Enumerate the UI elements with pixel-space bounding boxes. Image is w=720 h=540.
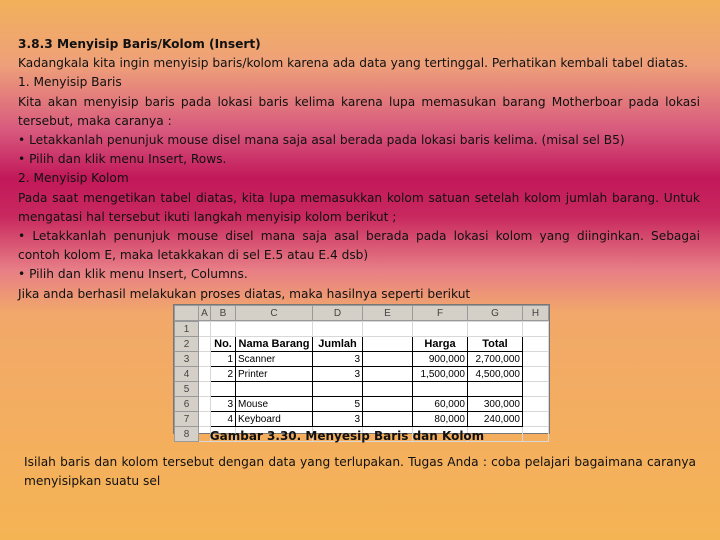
col-header: H	[523, 306, 549, 321]
cell	[199, 367, 211, 382]
cell: 1,500,000	[413, 367, 468, 382]
cell	[523, 352, 549, 367]
cell: 2,700,000	[468, 352, 523, 367]
row-header: 8	[175, 427, 199, 442]
cell: 3	[211, 397, 236, 412]
col-header: A	[199, 306, 211, 321]
cell	[468, 382, 523, 397]
cell	[199, 322, 211, 337]
cell: 3	[313, 412, 363, 427]
row-header: 1	[175, 322, 199, 337]
cell: No.	[211, 337, 236, 352]
cell: 1	[211, 352, 236, 367]
cell: 900,000	[413, 352, 468, 367]
table-row	[175, 397, 549, 412]
cell	[413, 382, 468, 397]
row-header: 7	[175, 412, 199, 427]
figure-caption: Gambar 3.30. Menyesip Baris dan Kolom	[209, 429, 485, 443]
cell	[523, 322, 549, 337]
cell	[363, 397, 413, 412]
cell	[199, 352, 211, 367]
cell	[468, 322, 523, 337]
row-header: 2	[175, 337, 199, 352]
col-header: C	[236, 306, 313, 321]
body-text	[18, 35, 700, 304]
cell	[523, 337, 549, 352]
cell	[363, 337, 413, 352]
subheading: 2. Menyisip Kolom	[18, 171, 129, 186]
cell	[523, 412, 549, 427]
cell: Mouse	[236, 397, 313, 412]
cell: Jumlah	[313, 337, 363, 352]
subheading: 1. Menyisip Baris	[18, 75, 122, 90]
table-row	[175, 382, 549, 397]
cell	[523, 427, 549, 442]
cell: Harga	[413, 337, 468, 352]
cell: Scanner	[236, 352, 313, 367]
table-row	[175, 367, 549, 382]
cell	[413, 322, 468, 337]
cell	[199, 412, 211, 427]
paragraph: Kadangkala kita ingin menyisip baris/kolom karena ada data yang tertinggal. Perhatikan kembali tabel diatas.	[18, 56, 688, 71]
cell: 3	[313, 352, 363, 367]
cell: Nama Barang	[236, 337, 313, 352]
row-header: 6	[175, 397, 199, 412]
cell	[211, 322, 236, 337]
col-header: F	[413, 306, 468, 321]
cell	[523, 367, 549, 382]
cell: 60,000	[413, 397, 468, 412]
cell	[236, 382, 313, 397]
row-header: 3	[175, 352, 199, 367]
cell	[211, 382, 236, 397]
footer-text: Isilah baris dan kolom tersebut dengan data yang terlupakan. Tugas Anda : coba pelajari bagaimana caranya menyisipkan suatu sel	[24, 455, 696, 488]
cell: 2	[211, 367, 236, 382]
paragraph: Jika anda berhasil melakukan proses diatas, maka hasilnya seperti berikut	[18, 286, 471, 301]
cell	[199, 397, 211, 412]
cell	[363, 367, 413, 382]
cell	[313, 382, 363, 397]
col-header: G	[468, 306, 523, 321]
bullet: • Pilih dan klik menu Insert, Rows.	[18, 152, 227, 167]
bullet: • Letakkanlah penunjuk mouse disel mana saja asal berada pada lokasi baris kelima. (misal sel B5)	[18, 133, 625, 148]
bullet: • Letakkanlah penunjuk mouse disel mana saja asal berada pada lokasi kolom yang diinginkan. Sebagai contoh kolom E, maka letakkakan di sel E.5 atau E.4 dsb)	[18, 229, 700, 263]
col-header: B	[211, 306, 236, 321]
table-row	[175, 352, 549, 367]
cell: Keyboard	[236, 412, 313, 427]
cell	[199, 382, 211, 397]
column-header-row	[175, 306, 549, 321]
cell	[363, 322, 413, 337]
cell	[199, 337, 211, 352]
cell: 4	[211, 412, 236, 427]
cell	[363, 382, 413, 397]
cell	[523, 382, 549, 397]
cell: 300,000	[468, 397, 523, 412]
section-heading: 3.8.3 Menyisip Baris/Kolom (Insert)	[18, 37, 261, 51]
corner	[175, 306, 199, 321]
table-row	[175, 322, 549, 337]
table-row	[175, 412, 549, 427]
cell	[363, 352, 413, 367]
table-row	[175, 337, 549, 352]
paragraph: Pada saat mengetikan tabel diatas, kita lupa memasukkan kolom satuan setelah kolom jumlah barang. Untuk mengatasi hal tersebut ikuti langkah menyisip kolom berikut ;	[18, 190, 700, 224]
cell: Total	[468, 337, 523, 352]
cell: 5	[313, 397, 363, 412]
row-header: 4	[175, 367, 199, 382]
cell	[523, 397, 549, 412]
cell: 240,000	[468, 412, 523, 427]
cell	[313, 322, 363, 337]
paragraph: Kita akan menyisip baris pada lokasi baris kelima karena lupa memasukan barang Motherboar pada lokasi tersebut, maka caranya :	[18, 94, 700, 128]
cell	[363, 412, 413, 427]
cell: 3	[313, 367, 363, 382]
col-header: D	[313, 306, 363, 321]
cell: 80,000	[413, 412, 468, 427]
col-header: E	[363, 306, 413, 321]
cell: Printer	[236, 367, 313, 382]
row-header: 5	[175, 382, 199, 397]
bullet: • Pilih dan klik menu Insert, Columns.	[18, 267, 248, 282]
cell	[236, 322, 313, 337]
cell: 4,500,000	[468, 367, 523, 382]
